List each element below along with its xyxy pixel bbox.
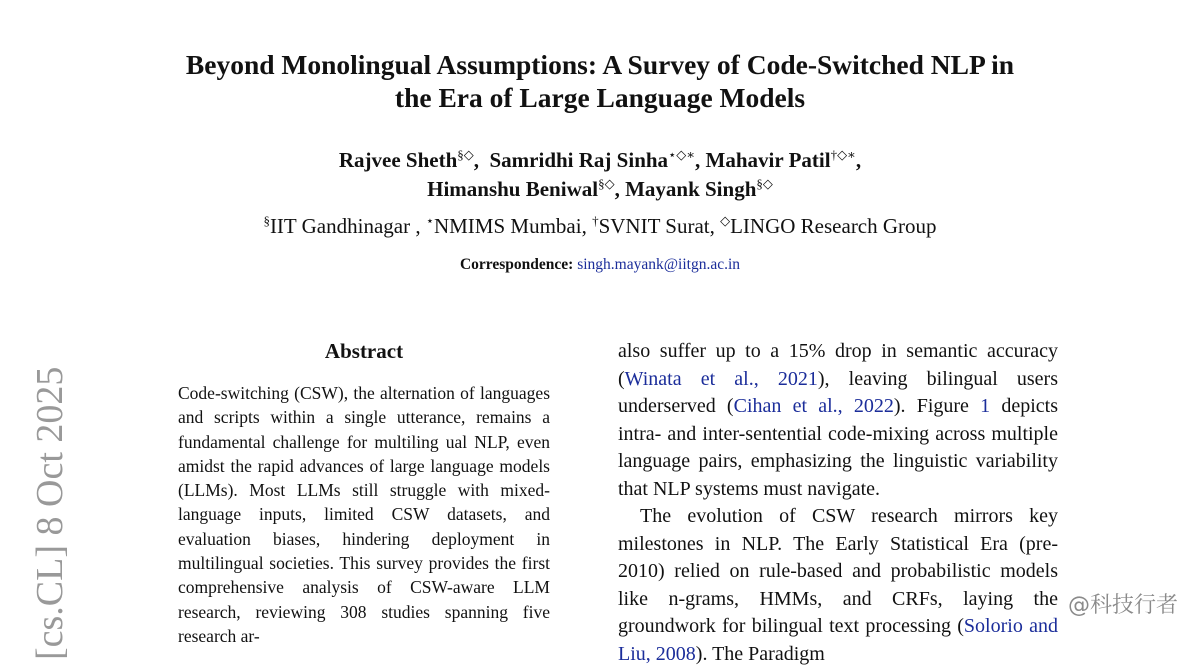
body-text: ). The Paradigm	[695, 642, 825, 665]
title-line-2: the Era of Large Language Models	[394, 82, 806, 113]
title-line-1: Beyond Monolingual Assumptions: A Survey of Code-Switched NLP in	[185, 49, 1015, 80]
abstract-heading: Abstract	[324, 339, 404, 363]
paper-title	[100, 48, 1100, 114]
watermark: @科技行者	[1067, 593, 1178, 618]
citation-link[interactable]: Cihan et al., 2022	[733, 395, 894, 417]
affiliation-mark: §	[263, 213, 270, 228]
arxiv-stamp: [cs.CL] 8 Oct 2025	[29, 366, 71, 660]
body-text: The evolution of CSW research mirrors key milestones in NLP. The Early Statistical Era (pre-2010) relied on rule-based and probabilistic models like n-grams, HMMs, and CRFs, laying the groundwork for bilingual text processing (	[618, 505, 1058, 637]
correspondence-label: Correspondence:	[459, 256, 574, 273]
affiliation-mark: ◇	[720, 213, 731, 228]
author-name: Rajvee Sheth	[338, 148, 458, 172]
body-paragraph	[618, 503, 1058, 668]
author-marks: §◇	[457, 147, 474, 162]
author-marks: †◇∗	[830, 147, 856, 162]
author-marks: §◇	[598, 176, 615, 191]
body-text: depicts intra- and inter-sentential code-mixing across multiple language pairs, emphasizing the linguistic variability that NLP systems must navigate.	[618, 395, 1058, 500]
affiliation-name: IIT Gandhinagar ,	[269, 214, 421, 238]
author-name: Mahavir Patil	[705, 148, 831, 172]
body-paragraph	[618, 338, 1058, 503]
body-column-right	[618, 338, 1058, 668]
author-name: Mayank Singh	[625, 177, 757, 201]
affiliation-list	[100, 212, 1100, 240]
affiliation-mark: ⋆	[425, 213, 434, 228]
body-text: ), leaving bilingual users underserved (	[618, 367, 1059, 417]
citation-link[interactable]: Winata et al., 2021	[624, 367, 818, 390]
author-list: Rajvee Sheth§◇, Samridhi Raj Sinha⋆◇∗, Mahavir Patil†◇∗, Himanshu Beniwal§◇, Mayank Singh§◇	[338, 147, 862, 201]
affiliation-name: LINGO Research Group	[730, 214, 937, 238]
body-text: ). Figure	[893, 395, 981, 417]
correspondence-email-link[interactable]: singh.mayank@iitgn.ac.in	[577, 256, 741, 273]
affiliation-mark: †	[592, 213, 599, 228]
body-text: also suffer up to a 15% drop in semantic accuracy (	[618, 340, 1058, 390]
author-name: Samridhi Raj Sinha	[489, 148, 669, 172]
affiliation-name: SVNIT Surat,	[598, 214, 715, 238]
figure-ref-link[interactable]: 1	[980, 395, 991, 417]
abstract-text: Code-switching (CSW), the alternation of languages and scripts within a single utterance, remains a fundamental challenge for multiling ual NLP, even amidst the rapid advances of large language models (LLMs). Most LLMs still struggle with mixed-language inputs, limited CSW datasets, and evaluation biases, hindering deployment in multilingual societies. This survey provides the first comprehensive analysis of CSW-aware LLM research, reviewing 308 studies spanning five research ar-	[178, 383, 550, 646]
correspondence	[100, 255, 1100, 275]
author-marks: ⋆◇∗	[668, 147, 696, 162]
citation-link[interactable]: Solorio and Liu, 2008	[618, 615, 1059, 665]
author-marks: §◇	[756, 176, 773, 191]
author-name: Himanshu Beniwal	[427, 177, 599, 201]
affiliation-name: NMIMS Mumbai,	[433, 214, 587, 238]
